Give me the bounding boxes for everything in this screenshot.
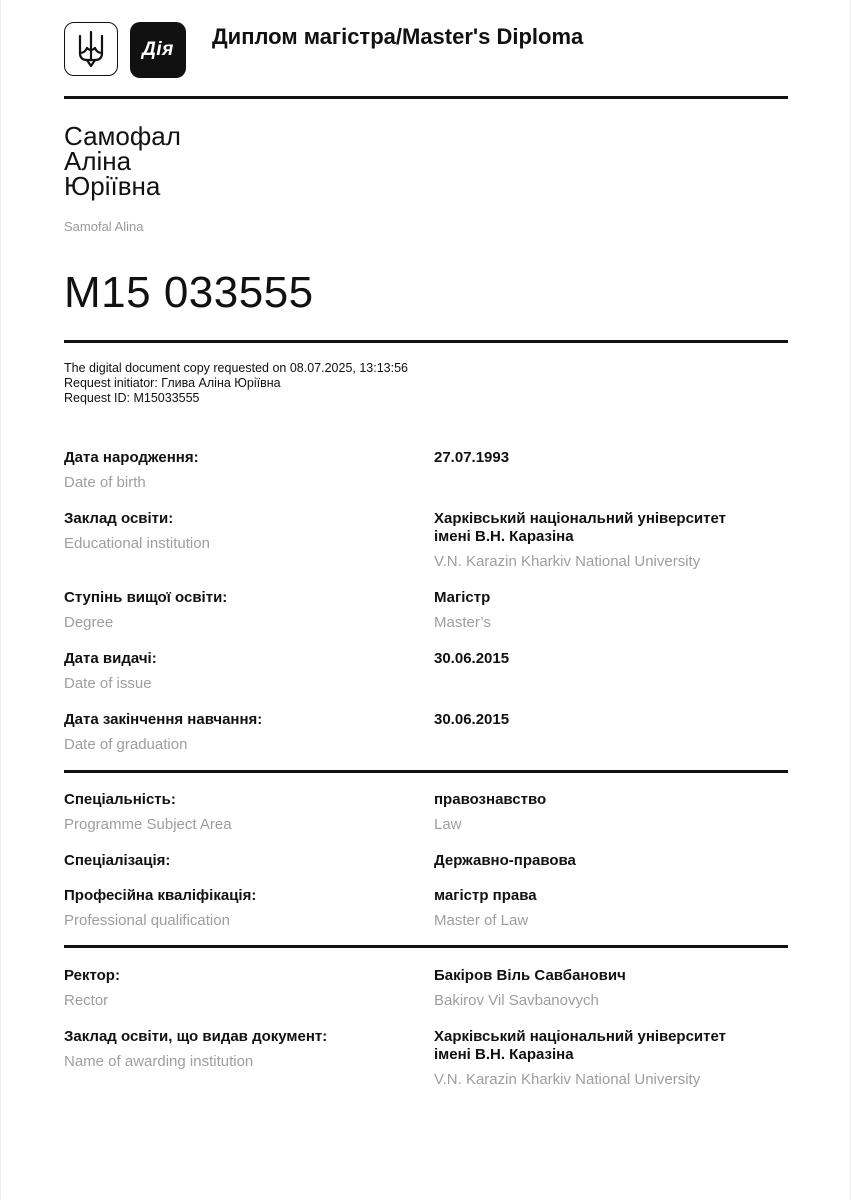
field-value-line: імені В.Н. Каразіна [434, 528, 574, 545]
field-label-en: Rector [64, 992, 109, 1009]
field-value: правознавство [434, 791, 547, 808]
holder-latin-name: Samofal Alina [64, 219, 144, 234]
field-label: Дата народження: [64, 449, 199, 466]
field-value-en: V.N. Karazin Kharkiv National University [434, 1071, 701, 1088]
field-value: Бакіров Віль Савбанович [434, 967, 626, 984]
field-label: Професійна кваліфікація: [64, 887, 257, 904]
field-label: Ступінь вищої освіти: [64, 589, 228, 606]
header [64, 22, 788, 80]
field-label: Спеціальність: [64, 791, 176, 808]
field-label-en: Date of birth [64, 474, 146, 491]
field-value-en: Bakirov Vil Savbanovych [434, 992, 599, 1009]
document-number: M15 033555 [64, 268, 314, 317]
field-label: Ректор: [64, 967, 120, 984]
field-label-en: Programme Subject Area [64, 816, 232, 833]
field-value-en: Law [434, 816, 462, 833]
field-value-line: Харківський національний університет [434, 1028, 726, 1045]
document-title: Диплом магістра/Master's Diploma [212, 24, 584, 49]
field-value: 30.06.2015 [434, 711, 510, 728]
field-value-line: Харківський національний університет [434, 510, 726, 527]
field-label-en: Name of awarding institution [64, 1053, 254, 1070]
divider [64, 945, 788, 948]
divider [64, 770, 788, 773]
request-initiator: Request initiator: Глива Аліна Юріївна [64, 376, 281, 390]
holder-patronymic: Юріївна [64, 171, 161, 201]
field-value: Державно-правова [434, 852, 576, 869]
holder-given-name: Аліна [64, 146, 132, 176]
field-value: 30.06.2015 [434, 650, 510, 667]
field-label-en: Degree [64, 614, 114, 631]
request-info [64, 361, 408, 406]
field-label: Дата закінчення навчання: [64, 711, 263, 728]
field-value [434, 510, 726, 546]
request-id: Request ID: M15033555 [64, 391, 200, 405]
field-label: Заклад освіти: [64, 510, 174, 527]
field-label-en: Professional qualification [64, 912, 230, 929]
field-value-en: Master’s [434, 614, 491, 631]
field-label: Дата видачі: [64, 650, 157, 667]
field-value-en: Master of Law [434, 912, 529, 929]
trident-icon [64, 22, 118, 76]
field-value-line: імені В.Н. Каразіна [434, 1046, 574, 1063]
holder-name [64, 121, 181, 201]
field-value: 27.07.1993 [434, 449, 510, 466]
field-label: Спеціалізація: [64, 852, 171, 869]
diia-logo [130, 22, 186, 78]
holder-surname: Самофал [64, 121, 181, 151]
field-label-en: Educational institution [64, 535, 210, 552]
field-value [434, 1028, 726, 1064]
field-label-en: Date of graduation [64, 736, 188, 753]
request-date: The digital document copy requested on 08.07.2025, 13:13:56 [64, 361, 409, 375]
field-label-en: Date of issue [64, 675, 152, 692]
field-value: магістр права [434, 887, 537, 904]
divider [64, 340, 788, 343]
field-value: Магістр [434, 589, 491, 606]
diia-logo-text: Дія [142, 39, 174, 60]
field-value-en: V.N. Karazin Kharkiv National University [434, 553, 701, 570]
field-label: Заклад освіти, що видав документ: [64, 1028, 328, 1045]
divider [64, 96, 788, 99]
